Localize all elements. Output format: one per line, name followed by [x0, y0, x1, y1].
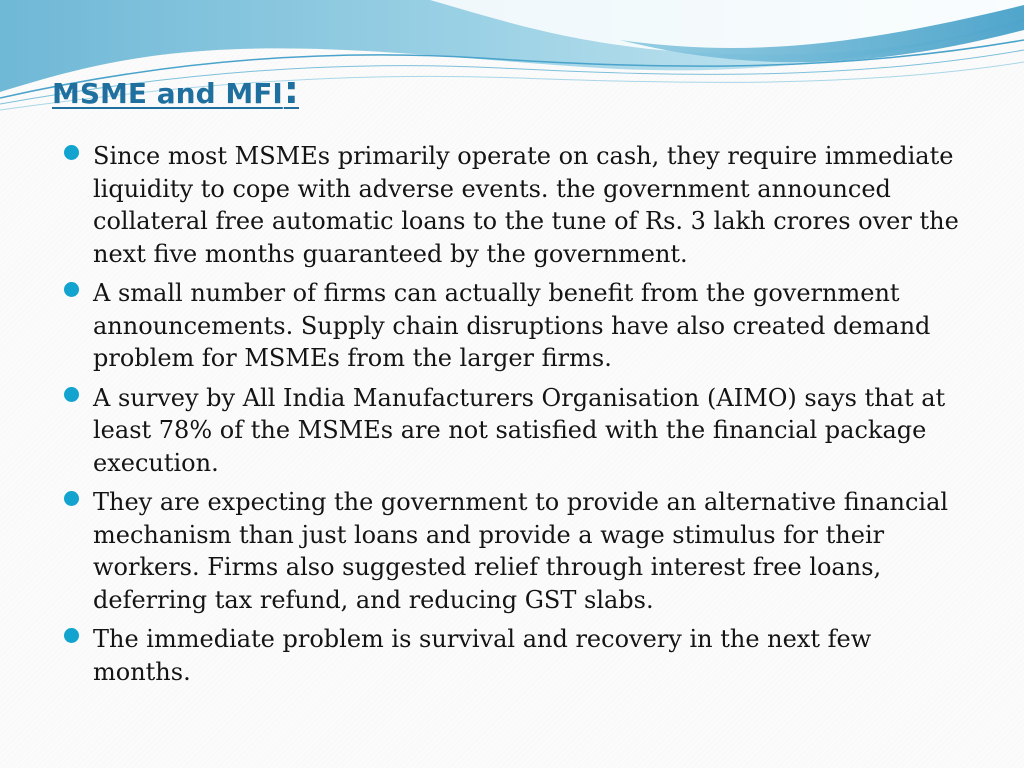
bullet-item: [58, 140, 968, 270]
bullet-text: A small number of firms can actually benefit from the government announcements. Supply chain disruptions have also created demand problem for MSMEs from the larger firms.: [93, 279, 931, 372]
bullet-text: Since most MSMEs primarily operate on cash, they require immediate liquidity to cope with adverse events. the government announced collateral free automatic loans to the tune of Rs. 3 lakh crores over the next five months guaranteed by the government.: [93, 142, 959, 268]
bullet-text: A survey by All India Manufacturers Organisation (AIMO) says that at least 78% of the MSMEs are not satisfied with the financial package execution.: [93, 383, 946, 477]
bullet-item: [58, 277, 968, 375]
bullet-text: The immediate problem is survival and recovery in the next few months.: [93, 625, 872, 686]
bullet-item: [58, 623, 968, 688]
title-text: MSME and MFI: [52, 77, 283, 110]
bullet-list: [58, 140, 968, 695]
bullet-dot-icon: [64, 491, 79, 506]
bullet-dot-icon: [64, 282, 79, 297]
bullet-text: They are expecting the government to provide an alternative financial mechanism than just loans and provide a wage stimulus for their workers. Firms also suggested relief through interest free loans, deferring tax refund, and reducing GST slabs.: [93, 488, 949, 614]
bullet-dot-icon: [64, 628, 79, 643]
bullet-dot-icon: [64, 145, 79, 160]
bullet-dot-icon: [64, 387, 79, 402]
bullet-item: [58, 486, 968, 616]
title-colon: :: [283, 68, 299, 112]
bullet-item: [58, 382, 968, 480]
page-title: [52, 68, 299, 112]
